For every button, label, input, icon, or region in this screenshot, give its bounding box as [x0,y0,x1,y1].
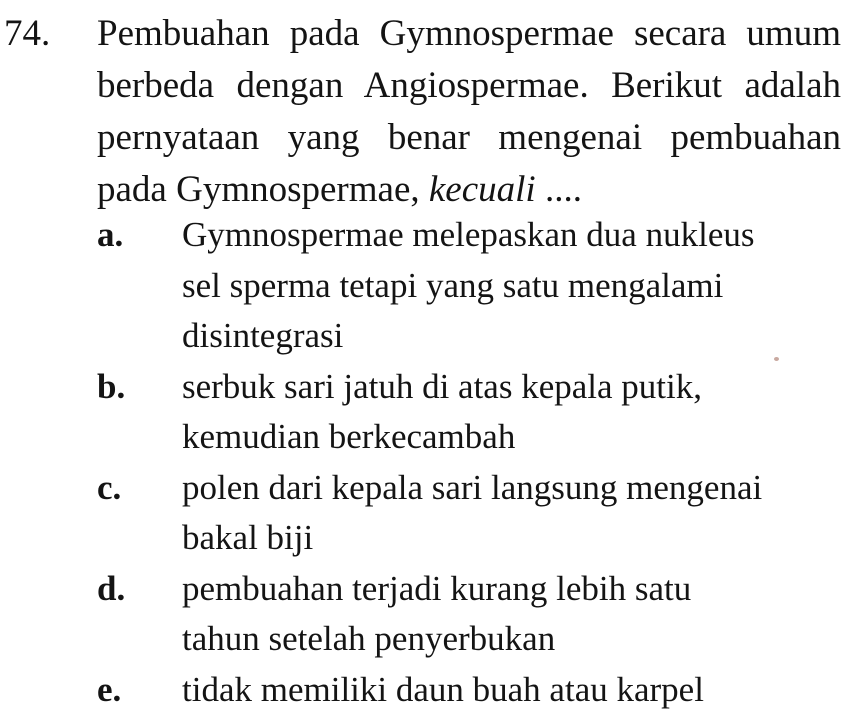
option-text-line: kemudian berkecambah [182,412,857,463]
option-a[interactable] [97,210,857,362]
option-text-line: sel sperma tetapi yang satu mengalami [182,261,857,312]
option-text [182,210,857,362]
answer-options [97,210,857,715]
option-text-line: bakal biji [182,513,857,564]
option-text [182,463,857,564]
option-text-line: tahun setelah penyerbukan [182,614,857,665]
question-line-3: pernyataan yang benar mengenai pembuahan [97,112,841,164]
scan-speck [774,357,779,361]
option-text-line: serbuk sari jatuh di atas kepala putik, [182,362,857,413]
option-text-line: Gymnospermae melepaskan dua nukleus [182,210,857,261]
question-number: 74. [4,8,50,60]
question-emphasis-kecuali: kecuali [429,169,536,210]
option-letter: c. [97,463,121,514]
option-letter: b. [97,362,125,413]
option-text-line: pembuahan terjadi kurang lebih satu [182,564,857,615]
option-text-line: polen dari kepala sari langsung mengenai [182,463,857,514]
question-line-4 [97,164,841,216]
option-c[interactable] [97,463,857,564]
option-letter: d. [97,564,125,615]
question-stem [97,8,841,216]
option-text [182,564,857,665]
option-letter: a. [97,210,123,261]
option-text [182,665,857,715]
option-text-line: disintegrasi [182,311,857,362]
option-b[interactable] [97,362,857,463]
question-line-4-prefix: pada Gymnospermae, [97,169,429,210]
option-text [182,362,857,463]
question-line-4-suffix: .... [536,169,582,210]
option-text-line: tidak memiliki daun buah atau karpel [182,665,857,715]
option-d[interactable] [97,564,857,665]
option-e[interactable] [97,665,857,715]
question-line-2: berbeda dengan Angiospermae. Berikut adalah [97,60,841,112]
question-line-1: Pembuahan pada Gymnospermae secara umum [97,8,841,60]
option-letter: e. [97,665,121,715]
